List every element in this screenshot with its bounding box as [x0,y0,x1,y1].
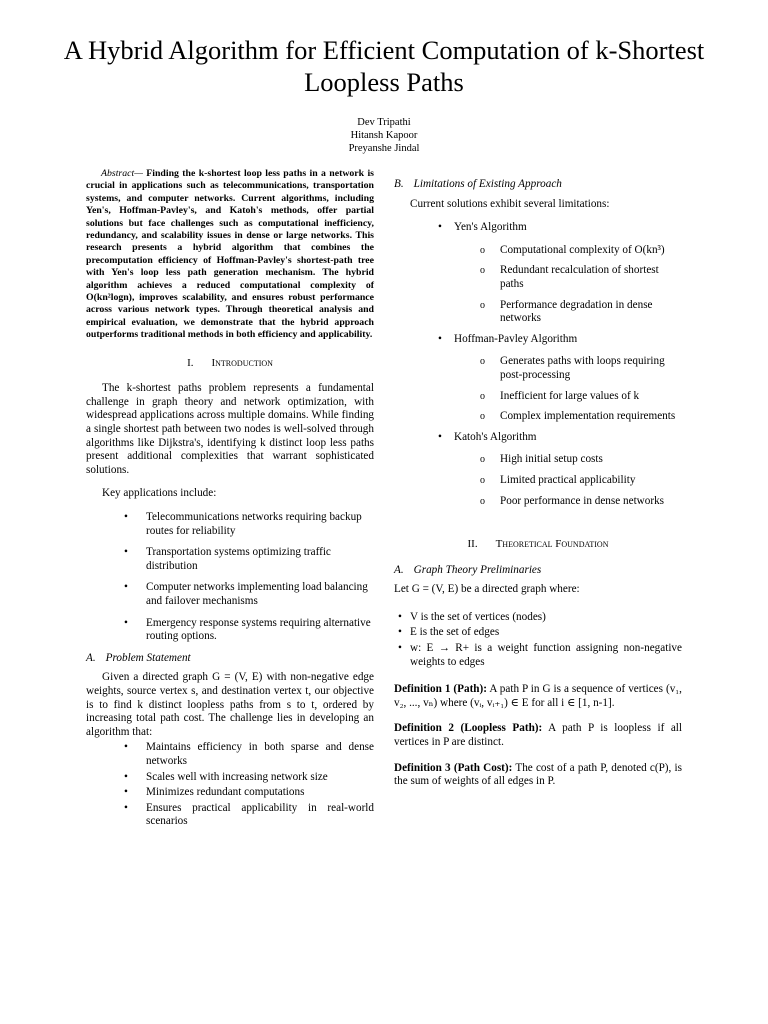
intro-paragraph: The k-shortest paths problem represents a fundamental challenge in graph theory and network optimization, with widespread applications across multiple domains. While finding a single shortest path between two nodes is well-solved through algorithms like Dijkstra's, identifying k distinct loop less paths present additional complexities that warrant sophisticated solutions. [86,382,374,476]
section-number: II. [467,538,478,551]
right-column [394,178,682,801]
bullet-icon: • [124,616,128,629]
subsection-heading-problem-statement [86,652,374,666]
list-item [394,355,682,382]
list-item [86,771,374,785]
left-column [86,168,374,831]
subsection-number: A. [86,651,96,664]
algorithm-list [394,221,682,235]
algorithm-points [394,453,682,508]
applications-intro: Key applications include: [102,487,217,500]
abstract-text: Finding the k-shortest loop less paths in a network is crucial in applications such as telecommunications, transportation systems, and computer networks. Current algorithms, including Yen's, Hoffman-Pavley's, and Katoh's methods, offer partial solutions but face challenges such as computational inefficiency, redundancy, and scalability issues in dense or large networks. This research presents a hybrid algorithm that combines the precomputation efficiency of Hoffman-Pavley's shortest-path tree with Yen's loop less path generation mechanism. The hybrid algorithm achieves a reduced computational complexity of O(kn²logn), improves scalability, and ensures robust performance across various network types. Through theoretical analysis and empirical evaluation, we demonstrate that the hybrid approach outperforms traditional methods in both efficiency and applicability. [86,168,374,341]
circle-bullet-icon: o [480,390,485,402]
definition-loopless-path [394,722,682,749]
definition-text: A path P in G is a sequence of vertices (v₁, v₂, ..., vₙ) where (vᵢ, vᵢ₊₁) ∈ E for all i ∈ [1, n-1]. [394,683,682,709]
list-item-text: Emergency response systems requiring alternative routing options. [146,616,371,643]
algorithm-item [394,431,682,445]
list-item [86,786,374,800]
section-title: Theoretical Foundation [495,538,609,551]
problem-paragraph: Given a directed graph G = (V, E) with non-negative edge weights, source vertex s, and destination vertex t, our objective is to find k distinct loopless paths from s to t, ordered by increasing total path cost. The challenge lies in developing an algorithm that: [86,671,374,738]
bullet-icon: • [398,626,402,639]
algorithm-points [394,244,682,326]
list-item [86,511,374,538]
list-item [394,474,682,488]
algorithm-name: Hoffman-Pavley Algorithm [454,332,578,345]
bullet-icon: • [124,581,128,594]
list-item-text: Complex implementation requirements [500,410,676,423]
circle-bullet-icon: o [480,495,485,507]
definition-label: Definition 3 (Path Cost): [394,761,513,774]
list-item [394,495,682,509]
list-item [394,299,682,326]
list-item-text: Maintains efficiency in both sparse and dense networks [146,741,374,767]
bullet-icon: • [124,741,128,754]
list-item-text: Scales well with increasing network size [146,770,328,783]
algorithm-points [394,355,682,423]
list-item [394,626,682,640]
list-item-text: w: E → R+ is a weight function assigning non-negative weights to edges [410,642,682,668]
list-item [86,617,374,644]
list-item-text: Minimizes redundant computations [146,786,305,799]
list-item [86,802,374,829]
applications-list [86,511,374,644]
section-number: I. [187,356,194,369]
bullet-icon: • [398,642,402,655]
list-item [394,642,682,669]
graph-intro: Let G = (V, E) be a directed graph where: [394,583,580,596]
circle-bullet-icon: o [480,474,485,486]
algorithm-item [394,221,682,235]
algorithm-list [394,333,682,347]
circle-bullet-icon: o [480,299,485,311]
definition-path [394,683,682,710]
graph-definition-list [394,611,682,669]
list-item [394,390,682,404]
definition-label: Definition 1 (Path): [394,683,487,696]
bullet-icon: • [124,770,128,783]
algorithm-name: Yen's Algorithm [454,221,527,234]
section-title: Introduction [211,356,273,369]
list-item [394,264,682,291]
definition-text: The cost of a path P, denoted c(P), is the sum of weights of all edges in P. [394,761,682,788]
subsection-title: Limitations of Existing Approach [413,178,562,190]
abstract [86,168,374,342]
bullet-icon: • [438,430,442,443]
problem-list [86,741,374,829]
circle-bullet-icon: o [480,265,485,277]
list-item-text: Performance degradation in dense networks [500,298,653,325]
list-item [86,546,374,573]
definition-text: A path P is loopless if all vertices in P are distinct. [394,722,683,749]
definition-path-cost [394,762,682,789]
bullet-icon: • [124,511,128,524]
list-item-text: Computational complexity of O(kn³) [500,243,665,256]
list-item-text: Telecommunications networks requiring backup routes for reliability [146,511,362,537]
subsection-number: A. [394,563,404,576]
circle-bullet-icon: o [480,244,485,256]
list-item-text: Transportation systems optimizing traffic distribution [146,546,331,572]
circle-bullet-icon: o [480,454,485,466]
section-heading-theoretical-foundation [394,538,682,552]
abstract-lead: Abstract— [101,168,143,179]
definition-label: Definition 2 (Loopless Path): [394,722,543,735]
list-item [394,244,682,258]
list-item-text: High initial setup costs [500,453,603,466]
list-item-text: V is the set of vertices (nodes) [410,610,546,623]
list-item [86,581,374,608]
subsection-number: B. [394,178,404,190]
list-item-text: E is the set of edges [410,626,500,639]
list-item [394,611,682,625]
list-item-text: Ensures practical applicability in real-world scenarios [146,801,374,828]
algorithm-list [394,431,682,445]
bullet-icon: • [124,786,128,799]
list-item [394,410,682,424]
limitations-intro: Current solutions exhibit several limitations: [410,197,610,210]
algorithm-name: Katoh's Algorithm [454,430,537,443]
list-item [394,453,682,467]
list-item-text: Redundant recalculation of shortest paths [500,264,659,290]
list-item-text: Inefficient for large values of k [500,389,640,402]
subsection-title: Graph Theory Preliminaries [413,563,542,576]
circle-bullet-icon: o [480,411,485,423]
list-item-text: Generates paths with loops requiring post-processing [500,355,665,381]
bullet-icon: • [124,546,128,559]
bullet-icon: • [438,221,442,234]
bullet-icon: • [438,332,442,345]
author-name: Dev Tripathi [357,117,411,128]
author-name: Preyanshe Jindal [348,143,420,154]
list-item-text: Computer networks implementing load balancing and failover mechanisms [146,581,368,607]
subsection-title: Problem Statement [105,651,191,664]
bullet-icon: • [398,610,402,623]
subsection-heading-graph-theory [394,564,682,578]
subsection-heading-limitations [394,178,682,192]
list-item-text: Limited practical applicability [500,473,636,486]
author-name: Hitansh Kapoor [350,130,418,141]
section-heading-introduction [86,357,374,371]
bullet-icon: • [124,801,128,814]
paper-title: A Hybrid Algorithm for Efficient Computation of k-Shortest Loopless Paths [63,35,705,97]
circle-bullet-icon: o [480,356,485,368]
author-list [0,116,768,155]
list-item [86,741,374,768]
list-item-text: Poor performance in dense networks [500,494,665,507]
algorithm-item [394,333,682,347]
